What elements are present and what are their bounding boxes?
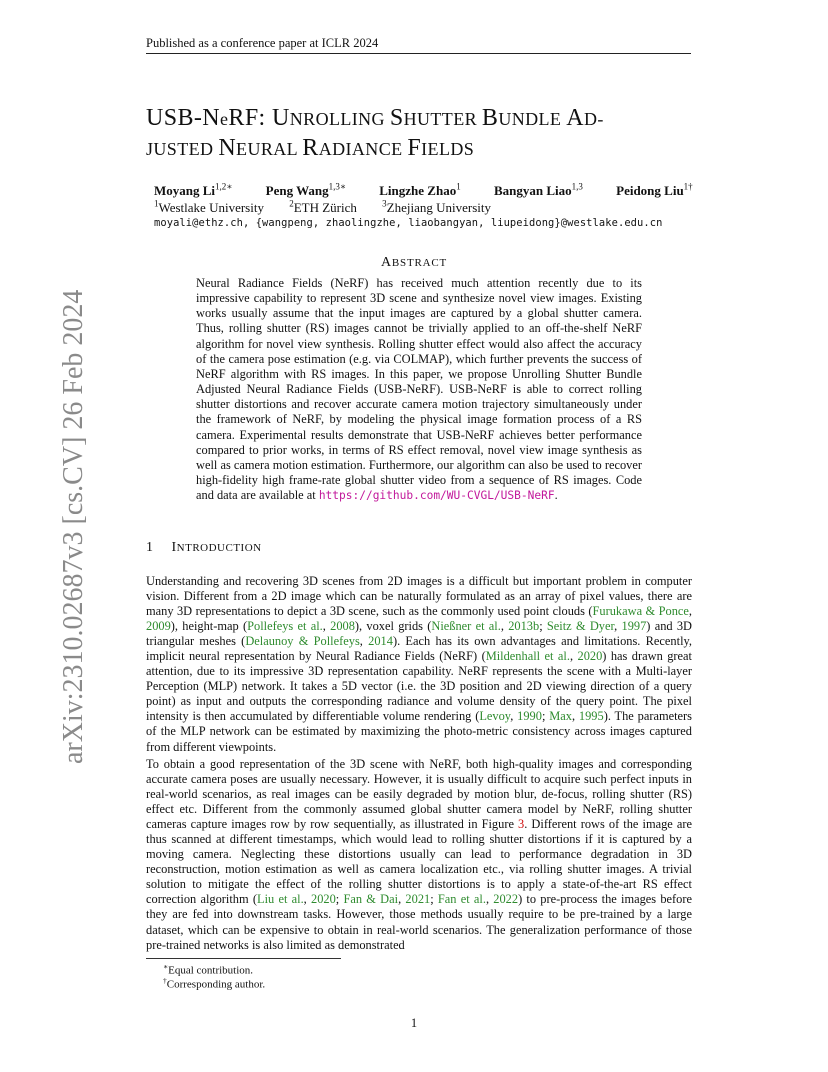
figure-ref-link[interactable]: 3 [518,817,525,832]
paper-title: USB-NeRF: UNROLLING SHUTTER BUNDLE AD- JUSTED NEURAL RADIANCE FIELDS [146,105,604,161]
author-list [154,182,693,199]
body-text: ; [541,709,550,724]
body-text: ; [335,892,344,907]
body-text: ) to pre-process the images before they are fed into downstream tasks. However, those methods usually require to be pre-trained by a large dataset, which can be expensive to obtain in real-world scenarios. The generalization performance of those pre-trained networks is also limited as demonstrated [146,892,692,952]
body-text: . Different rows of the image are thus scanned at different timestamps, which would lead to rolling shutter distortions if it is captured by a moving camera. Neglecting these distortions usually can lead to performance degradation in 3D reconstruction, motion estimation as well as camera localization etc., via rolling shutter images. A trivial solution to mitigate the effect of the rolling shutter distortions is to apply a state-of-the-art RS effect correction algorithm ( [146,817,692,907]
citation-link[interactable]: Nießner et al. [431,619,501,634]
author: Peng Wang$^{1,3∗}$ [265,182,347,199]
body-text: ) has drawn great attention, due to its impressive 3D representation capability. NeRF represents the scene with a Multi-layer Perception (MLP) network. It takes a 5D vector (i.e. the 3D position and 2D viewing direction of a query point) as input and outputs the corresponding radiance and volume density of the query point. The pixel intensity is then accumulated by differentiable volume rendering ( [146,649,692,724]
citation-link[interactable]: 2020 [311,892,336,907]
body-text: ). The parameters of the MLP network can be estimated by maximizing the photo-metric consistency across images captured from different viewpoints. [146,709,692,754]
affiliations [154,199,513,216]
body-text: ) and 3D triangular meshes ( [146,619,692,649]
abstract-heading: ABSTRACT [380,255,448,270]
affiliation: $^1$Westlake University [154,199,264,216]
intro-paragraph-2 [146,757,692,953]
page-number: 1 [410,1016,418,1030]
citation-link[interactable]: Liu et al. [257,892,304,907]
citation-link[interactable]: 2009 [146,619,171,634]
body-text: , [485,892,494,907]
citation-link[interactable]: Delaunoy & Pollefeys [245,634,360,649]
section-heading: 1 INTRODUCTION [146,540,262,555]
header-rule [146,53,691,54]
body-text: Understanding and recovering 3D scenes from 2D images is a difficult but important problem in computer vision. Different from a 2D image which can be naturally formulated as an array of pixel values, there are many 3D representations to depict a 3D scene, such as the commonly used point clouds ( [146,574,692,619]
body-text: , [510,709,518,724]
citation-link[interactable]: Fan & Dai [343,892,399,907]
affiliation: $^2$ETH Zürich [289,199,357,216]
body-text: ; [539,619,547,634]
citation-link[interactable]: 2014 [368,634,393,649]
citation-link[interactable]: 2021 [405,892,431,907]
author: Peidong Liu$^{1\dagger}$ [616,182,693,199]
body-text: ), voxel grids ( [354,619,432,634]
body-text: , [303,892,312,907]
citation-link[interactable]: Mildenhall et al. [485,649,570,664]
body-text: To obtain a good representation of the 3D scene with NeRF, both high-quality images and corresponding accurate camera poses are usually necessary. However, it is usually difficult to acquire such perfect inputs in real-world scenarios, as real images can be easily degraded by motion blur, de-focus, rolling shutter (RS) effect etc. Different from the commonly assumed global shutter camera model by NeRF, rolling shutter cameras capture images row by row sequentially, as illustrated in Figure [146,757,692,832]
citation-link[interactable]: Furukawa & Ponce [592,604,689,619]
citation-link[interactable]: 1990 [517,709,542,724]
footnote: †Corresponding author. [163,976,266,991]
author: Lingzhe Zhao$^1$ [379,182,461,199]
citation-link[interactable]: 1997 [621,619,647,634]
body-text: ; [430,892,438,907]
citation-link[interactable]: 2020 [577,649,603,664]
citation-link[interactable]: 2008 [330,619,355,634]
citation-link[interactable]: 2013b [508,619,540,634]
footnote: ∗Equal contribution. [163,962,254,977]
author-emails: moyali@ethz.ch, {wangpeng, zhaolingzhe, liaobangyan, liupeidong}@westlake.edu.cn [154,217,663,229]
body-text: ), height-map ( [170,619,248,634]
code-url-link[interactable]: https://github.com/WU-CVGL/USB-NeRF [318,489,555,503]
intro-paragraph-1 [146,574,692,755]
citation-link[interactable]: Max [549,709,572,724]
citation-link[interactable]: Seitz & Dyer [546,619,615,634]
citation-link[interactable]: 2022 [493,892,519,907]
body-text: , [359,634,369,649]
body-text: , [571,709,579,724]
running-header: Published as a conference paper at ICLR 2024 [146,36,379,50]
body-text: , [398,892,406,907]
body-text: , [322,619,331,634]
body-text: ). Each has its own advantages and limitations. Recently, implicit neural representation by Neural Radiance Fields (NeRF) ( [146,634,693,664]
citation-link[interactable]: 1995 [578,709,604,724]
author: Moyang $Li^{1,2∗}$ [154,182,233,199]
body-text: , [688,604,693,619]
citation-link[interactable]: Levoy [479,709,511,724]
citation-link[interactable]: Fan et al. [437,892,486,907]
body-text: , [500,619,509,634]
affiliation: $^3$Zhejiang University [382,199,491,216]
abstract-text: Neural Radiance Fields (NeRF) has received much attention recently due to its impressive capability to represent 3D scene and synthesize novel view images. Existing works usually assume that the input images are captured by a global shutter camera. Thus, rolling shutter (RS) images cannot be trivially applied to an off-the-shelf NeRF algorithm for novel view synthesis. Rolling shutter effect would also affect the accuracy of the camera pose estimation (e.g. via COLMAP), which further prevents the success of NeRF algorithm with RS images. In this paper, we propose Unrolling Shutter Bundle Adjusted Neural Radiance Fields (USB-NeRF). USB-NeRF is able to correct rolling shutter distortions and recover accurate camera motion trajectory simultaneously under the framework of NeRF, by modeling the physical image formation process of a RS camera. Experimental results demonstrate that USB-NeRF achieves better performance compared to prior works, in terms of RS effect removal, novel view image synthesis as well as camera motion estimation. Furthermore, our algorithm can also be used to recover high-fidelity high frame-rate global shutter video from a sequence of RS images. Code and data are available at https://github.com/WU-CVGL/USB-NeRF. [196,276,642,503]
body-text: , [569,649,578,664]
arxiv-watermark: arXiv:2310.02687v3 [cs.CV] 26 Feb 2024 [58,289,89,764]
author: Bangyan Liao$^{1,3}$ [493,182,583,199]
body-text: , [614,619,622,634]
footnote-rule [146,958,341,959]
citation-link[interactable]: Pollefeys et al. [247,619,323,634]
